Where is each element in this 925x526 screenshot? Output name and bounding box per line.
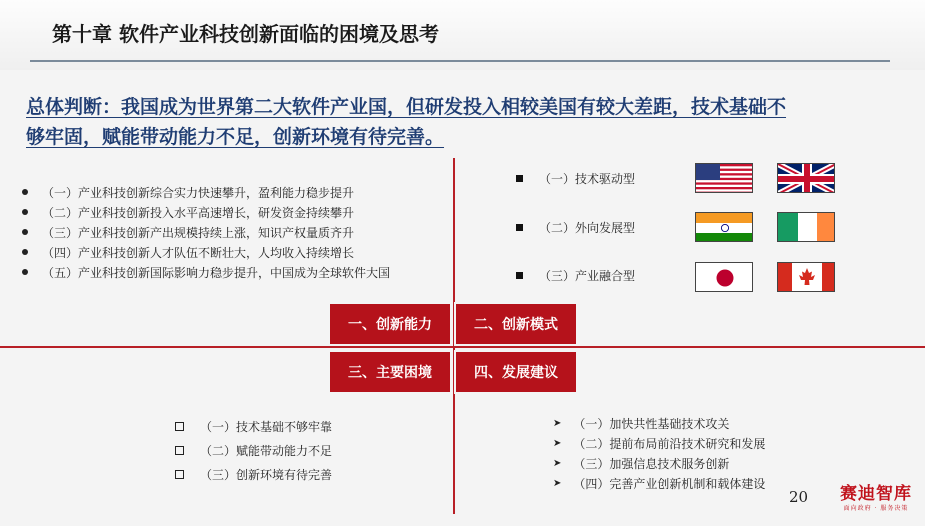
list-item: ➤ （一）加快共性基础技术攻关 [553,416,730,431]
page-number: 20 [789,488,809,506]
logo-sub-text: 面向政府 · 服务决策 [843,505,909,512]
bullet-dot-icon [22,249,28,255]
quadrant-innovation-model[interactable]: 二、创新模式 [454,302,578,346]
list-item: （四）产业科技创新人才队伍不断壮大，人均收入持续增长 [22,242,390,262]
model-item-outward: （二）外向发展型 [516,219,635,236]
list-item: （三）创新环境有待完善 [175,462,332,486]
logo-main-text: 赛迪智库 [840,484,912,504]
japan-flag-icon [695,262,753,292]
arrow-bullet-icon: ➤ [553,457,562,469]
summary-statement [26,92,886,152]
model-item-tech-driven: （一）技术驱动型 [516,170,635,187]
quadrant-development-suggestions[interactable]: 四、发展建议 [454,350,578,394]
canada-flag-icon [777,262,835,292]
summary-line-2: 够牢固，赋能带动能力不足，创新环境有待完善。 [26,126,445,148]
title-divider [30,60,890,62]
ireland-flag-icon [777,212,835,242]
list-item: （二）赋能带动能力不足 [175,438,332,462]
list-item: （一）产业科技创新综合实力快速攀升，盈利能力稳步提升 [22,182,390,202]
list-item: （二）产业科技创新投入水平高速增长，研发资金持续攀升 [22,202,390,222]
ccid-logo [835,484,917,514]
usa-flag-icon [695,163,753,193]
list-item: （一）技术基础不够牢靠 [175,414,332,438]
model-item-integration: （三）产业融合型 [516,267,635,284]
page-title: 第十章 软件产业科技创新面临的困境及思考 [52,22,439,46]
arrow-bullet-icon: ➤ [553,477,562,489]
list-item: （五）产业科技创新国际影响力稳步提升，中国成为全球软件大国 [22,262,390,282]
list-item: ➤ （四）完善产业创新机制和载体建设 [553,476,766,491]
uk-flag-icon [777,163,835,193]
innovation-capability-list [22,182,390,282]
list-item: ➤ （二）提前布局前沿技术研究和发展 [553,436,766,451]
summary-line-1: 总体判断：我国成为世界第二大软件产业国，但研发投入相较美国有较大差距，技术基础不 [26,96,787,118]
bullet-box-icon [175,470,184,479]
bullet-box-icon [175,446,184,455]
bullet-dot-icon [22,189,28,195]
quadrant-innovation-capability[interactable]: 一、创新能力 [328,302,452,346]
bullet-box-icon [175,422,184,431]
bullet-square-icon [516,272,523,279]
arrow-bullet-icon: ➤ [553,437,562,449]
arrow-bullet-icon: ➤ [553,417,562,429]
list-item: ➤ （三）加强信息技术服务创新 [553,456,730,471]
bullet-dot-icon [22,269,28,275]
bullet-square-icon [516,175,523,182]
india-flag-icon [695,212,753,242]
difficulties-list [175,414,332,486]
quadrant-main-difficulties[interactable]: 三、主要困境 [328,350,452,394]
horizontal-divider [0,346,925,348]
list-item: （三）产业科技创新产出规模持续上涨，知识产权量质齐升 [22,222,390,242]
bullet-dot-icon [22,209,28,215]
suggestions-list [553,413,765,493]
bullet-square-icon [516,224,523,231]
bullet-dot-icon [22,229,28,235]
